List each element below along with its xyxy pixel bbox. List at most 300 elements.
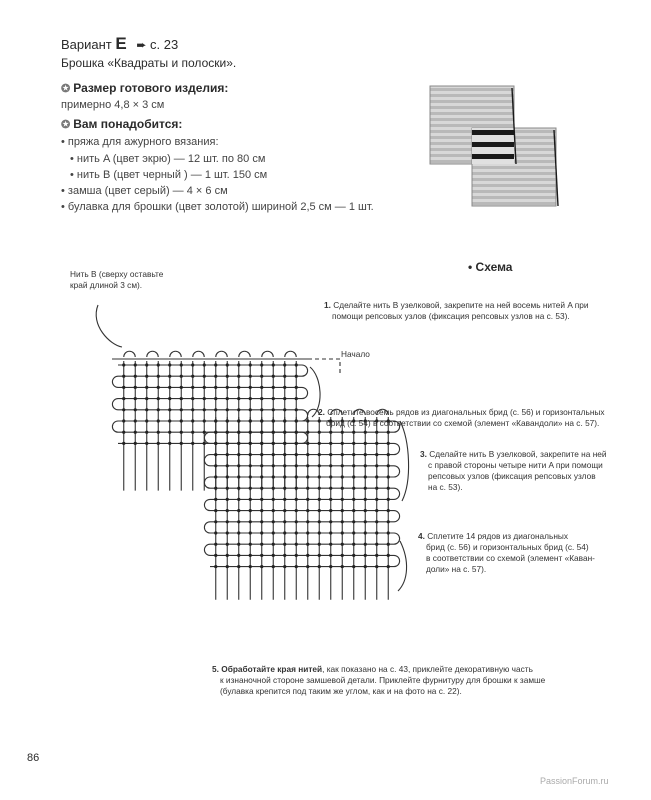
knot-dot [237, 475, 240, 478]
knot-dot [191, 397, 194, 400]
knot-dot [214, 464, 217, 467]
knot-dot [329, 475, 332, 478]
knot-dot [352, 464, 355, 467]
knot-dot [283, 375, 286, 378]
knot-dot [283, 419, 286, 422]
cord-turn [302, 387, 308, 398]
knot-dot [318, 431, 321, 434]
knot-dot [387, 453, 390, 456]
knot-dot [214, 475, 217, 478]
knot-dot [387, 498, 390, 501]
knot-dot [295, 431, 298, 434]
knot-dot [283, 543, 286, 546]
knot-dot [168, 431, 171, 434]
knot-dot [214, 431, 217, 434]
knot-dot [387, 520, 390, 523]
knot-dot [329, 487, 332, 490]
knot-dot [249, 363, 252, 366]
knot-dot [226, 531, 229, 534]
knot-dot [226, 442, 229, 445]
knot-dot [329, 565, 332, 568]
page-reference: с. 23 [150, 37, 179, 52]
knot-dot [364, 565, 367, 568]
knot-dot [387, 509, 390, 512]
knot-dot [145, 442, 148, 445]
knot-dot [249, 431, 252, 434]
knot-dot [341, 520, 344, 523]
knot-dot [329, 554, 332, 557]
material-item: • замша (цвет серый) — 4 × 6 см [61, 185, 228, 197]
knot-dot [249, 375, 252, 378]
knot-dot [249, 509, 252, 512]
knot-dot [214, 386, 217, 389]
knot-dot [329, 453, 332, 456]
knot-dot [122, 375, 125, 378]
knot-dot [272, 419, 275, 422]
knot-dot [168, 408, 171, 411]
knot-dot [352, 431, 355, 434]
knot-dot [249, 386, 252, 389]
page-number: 86 [27, 752, 40, 764]
step-5: 5. Обработайте края нитей, как показано на с. 43, приклейте декоративную часть к изнаночной стороне замшевой детали. Приклейте фурнитуру для брошки к замше (булавка крепится под таким же углом, как и на фото на с. 22). [212, 664, 546, 696]
knot-dot [249, 475, 252, 478]
knot-dot [226, 408, 229, 411]
knot-dot [260, 487, 263, 490]
top-loop [285, 351, 297, 357]
knot-dot [329, 543, 332, 546]
knot-dot [237, 363, 240, 366]
thread-b-leader [96, 305, 122, 347]
knot-dot [375, 565, 378, 568]
brooch-photo [426, 82, 560, 210]
knot-dot [272, 386, 275, 389]
knot-dot [375, 431, 378, 434]
knot-dot [375, 487, 378, 490]
knot-dot [191, 408, 194, 411]
knot-dot [214, 565, 217, 568]
knot-dot [122, 408, 125, 411]
knot-dot [237, 442, 240, 445]
knot-dot [214, 543, 217, 546]
knot-dot [306, 487, 309, 490]
knot-dot [318, 453, 321, 456]
knot-dot [134, 363, 137, 366]
knot-dot [168, 363, 171, 366]
cord-turn [204, 522, 210, 533]
knot-dot [364, 554, 367, 557]
knot-dot [364, 475, 367, 478]
knot-dot [341, 431, 344, 434]
knot-dot [295, 565, 298, 568]
material-item: • булавка для брошки (цвет золотой) шириной 2,5 см — 1 шт. [61, 201, 374, 213]
knot-dot [249, 453, 252, 456]
knot-dot [157, 431, 160, 434]
variant-letter: E [115, 34, 127, 53]
cord-turn [302, 432, 308, 443]
knot-dot [214, 531, 217, 534]
knot-dot [260, 419, 263, 422]
knot-dot [352, 487, 355, 490]
gear-bullet-icon: ✪ [61, 119, 71, 131]
knot-dot [318, 531, 321, 534]
knot-dot [260, 363, 263, 366]
knot-dot [134, 408, 137, 411]
knot-dot [214, 509, 217, 512]
knot-dot [272, 565, 275, 568]
cord-turn [394, 466, 400, 477]
material-item: • пряжа для ажурного вязания: [61, 136, 219, 148]
knot-dot [283, 554, 286, 557]
knot-dot [249, 464, 252, 467]
knot-dot [191, 431, 194, 434]
cord-turn [302, 365, 308, 376]
knot-dot [364, 464, 367, 467]
knot-dot [364, 453, 367, 456]
knot-dot [180, 442, 183, 445]
knot-dot [180, 375, 183, 378]
materials-heading: ✪ Вам понадобится: [61, 117, 183, 131]
knot-dot [203, 408, 206, 411]
knot-dot [375, 475, 378, 478]
arrow-right-icon: ➨ [136, 38, 147, 52]
knot-dot [249, 531, 252, 534]
knot-dot [122, 419, 125, 422]
knot-dot [341, 487, 344, 490]
knot-dot [203, 419, 206, 422]
knot-dot [157, 419, 160, 422]
knot-dot [214, 363, 217, 366]
knot-dot [260, 431, 263, 434]
knot-dot [249, 419, 252, 422]
knot-dot [295, 554, 298, 557]
knot-dot [387, 442, 390, 445]
knot-dot [214, 520, 217, 523]
knot-dot [237, 565, 240, 568]
top-loop [170, 351, 182, 357]
knot-dot [122, 386, 125, 389]
knot-dot [283, 363, 286, 366]
knot-dot [122, 431, 125, 434]
knot-dot [272, 554, 275, 557]
knot-dot [260, 408, 263, 411]
knot-dot [318, 498, 321, 501]
knot-dot [180, 386, 183, 389]
knot-dot [375, 453, 378, 456]
top-loop [124, 351, 136, 357]
knot-dot [318, 475, 321, 478]
knot-dot [352, 498, 355, 501]
knot-dot [134, 442, 137, 445]
leader-line [398, 541, 407, 591]
knot-dot [387, 565, 390, 568]
knot-dot [214, 442, 217, 445]
knot-dot [203, 442, 206, 445]
knot-dot [191, 419, 194, 422]
knot-dot [329, 442, 332, 445]
knot-dot [387, 554, 390, 557]
knot-dot [260, 509, 263, 512]
schema-title: • Схема [468, 260, 513, 274]
knot-dot [375, 509, 378, 512]
cord-turn [112, 376, 118, 387]
knot-dot [260, 386, 263, 389]
knot-dot [191, 386, 194, 389]
knot-dot [364, 498, 367, 501]
cord-turn [204, 455, 210, 466]
top-loop [262, 351, 274, 357]
knot-dot [134, 386, 137, 389]
knot-dot [157, 386, 160, 389]
knot-dot [364, 543, 367, 546]
variant-heading [61, 34, 178, 54]
knot-dot [157, 397, 160, 400]
knot-dot [214, 554, 217, 557]
knot-dot [260, 565, 263, 568]
knot-dot [226, 375, 229, 378]
knot-dot [249, 408, 252, 411]
knot-dot [341, 509, 344, 512]
knot-dot [295, 464, 298, 467]
knot-dot [260, 520, 263, 523]
knot-dot [226, 431, 229, 434]
knot-dot [226, 554, 229, 557]
knot-dot [295, 520, 298, 523]
knot-dot [387, 531, 390, 534]
knot-dot [329, 464, 332, 467]
knot-dot [214, 375, 217, 378]
knot-dot [145, 419, 148, 422]
knot-dot [237, 397, 240, 400]
knot-dot [283, 453, 286, 456]
knot-dot [237, 386, 240, 389]
top-loop [193, 351, 205, 357]
material-subitem: • нить B (цвет черный ) — 1 шт. 150 см [70, 169, 268, 181]
knot-dot [318, 442, 321, 445]
knot-dot [283, 509, 286, 512]
knot-dot [318, 487, 321, 490]
knot-dot [295, 509, 298, 512]
knot-dot [375, 543, 378, 546]
knot-dot [283, 442, 286, 445]
knot-dot [283, 487, 286, 490]
cord-turn [394, 443, 400, 454]
material-subitem: • нить A (цвет экрю) — 12 шт. по 80 см [70, 153, 266, 165]
cord-turn [204, 432, 210, 443]
knot-dot [134, 431, 137, 434]
knot-dot [145, 386, 148, 389]
knot-dot [249, 565, 252, 568]
knot-dot [283, 386, 286, 389]
knot-dot [283, 498, 286, 501]
knot-dot [249, 487, 252, 490]
knot-dot [295, 531, 298, 534]
knot-dot [318, 520, 321, 523]
knot-dot [168, 375, 171, 378]
step-2: 2. Сплетите восемь рядов из диагональных брид (с. 56) и горизонтальных брид (с. 54) в соответствии со схемой (элемент «Кавандоли» на с. 57). [318, 407, 605, 428]
knot-dot [375, 498, 378, 501]
knot-dot [341, 531, 344, 534]
top-loop [239, 351, 251, 357]
knot-dot [226, 386, 229, 389]
knot-dot [237, 520, 240, 523]
knot-dot [364, 442, 367, 445]
knot-dot [226, 498, 229, 501]
knot-dot [306, 475, 309, 478]
knot-dot [283, 397, 286, 400]
knot-dot [214, 408, 217, 411]
knot-dot [260, 531, 263, 534]
knot-dot [341, 442, 344, 445]
knot-dot [364, 431, 367, 434]
cord-turn [394, 488, 400, 499]
start-marker [308, 359, 340, 375]
knot-dot [272, 464, 275, 467]
knot-dot [249, 397, 252, 400]
knot-dot [306, 498, 309, 501]
knot-dot [214, 498, 217, 501]
cord-turn [394, 511, 400, 522]
thread-b-label: Нить B (сверху оставьте край длиной 3 см). [70, 269, 164, 290]
knot-dot [260, 375, 263, 378]
cord-turn [394, 555, 400, 566]
top-loop [216, 351, 228, 357]
knot-dot [352, 475, 355, 478]
knot-dot [283, 565, 286, 568]
knot-dot [352, 442, 355, 445]
knot-dot [260, 464, 263, 467]
knot-dot [352, 554, 355, 557]
cord-turn [112, 421, 118, 432]
knot-dot [375, 554, 378, 557]
knot-dot [306, 543, 309, 546]
knot-dot [237, 498, 240, 501]
knot-dot [283, 475, 286, 478]
knot-dot [168, 386, 171, 389]
knot-dot [318, 554, 321, 557]
knot-dot [260, 397, 263, 400]
knot-dot [364, 531, 367, 534]
knot-dot [387, 464, 390, 467]
knot-dot [283, 431, 286, 434]
knot-dot [295, 397, 298, 400]
gear-bullet-icon: ✪ [61, 83, 71, 95]
cord-turn [394, 533, 400, 544]
size-value: примерно 4,8 × 3 см [61, 99, 165, 111]
knot-dot [283, 531, 286, 534]
knot-dot [134, 375, 137, 378]
knot-dot [249, 498, 252, 501]
knot-dot [283, 520, 286, 523]
knot-dot [329, 498, 332, 501]
step-3: 3. Сделайте нить B узелковой, закрепите на ней с правой стороны четыре нити A при помощи репсовых узлов (фиксация репсовых узлов на с. 53). [420, 449, 607, 492]
knot-dot [272, 408, 275, 411]
knot-dot [387, 431, 390, 434]
step-1: 1. Сделайте нить B узелковой, закрепите на ней восемь нитей A при помощи репсовых узлов (фиксация репсовых узлов на с. 53). [324, 300, 589, 321]
knot-dot [306, 509, 309, 512]
knot-dot [364, 487, 367, 490]
knot-dot [341, 498, 344, 501]
knot-dot [237, 487, 240, 490]
knot-dot [260, 543, 263, 546]
knot-dot [237, 453, 240, 456]
knot-dot [134, 419, 137, 422]
knot-dot [122, 363, 125, 366]
knot-dot [295, 386, 298, 389]
knot-dot [352, 565, 355, 568]
cord-turn [112, 399, 118, 410]
knot-dot [272, 375, 275, 378]
knot-dot [352, 509, 355, 512]
knot-dot [272, 442, 275, 445]
cord-turn [204, 544, 210, 555]
knot-dot [306, 453, 309, 456]
knot-dot [272, 498, 275, 501]
knot-dot [191, 363, 194, 366]
knot-dot [203, 363, 206, 366]
knot-dot [387, 475, 390, 478]
black-stripes [472, 130, 514, 159]
variant-word: Вариант [61, 37, 112, 52]
knot-dot [203, 431, 206, 434]
knot-dot [237, 531, 240, 534]
knot-dot [168, 397, 171, 400]
knot-dot [364, 509, 367, 512]
knot-dot [295, 408, 298, 411]
knot-dot [237, 554, 240, 557]
knot-dot [249, 543, 252, 546]
knot-dot [352, 520, 355, 523]
watermark: PassionForum.ru [540, 776, 609, 786]
knot-dot [272, 531, 275, 534]
knot-dot [203, 375, 206, 378]
knot-dot [237, 464, 240, 467]
knot-dot [352, 453, 355, 456]
knot-dot [306, 554, 309, 557]
knot-dot [341, 554, 344, 557]
knot-dot [180, 397, 183, 400]
knot-dot [272, 363, 275, 366]
knot-dot [306, 565, 309, 568]
knot-dot [180, 408, 183, 411]
knot-dot [226, 464, 229, 467]
knot-dot [306, 419, 309, 422]
knot-dot [272, 520, 275, 523]
knot-dot [272, 431, 275, 434]
knot-dot [341, 464, 344, 467]
knot-dot [341, 565, 344, 568]
knot-dot [226, 475, 229, 478]
knot-dot [295, 453, 298, 456]
knot-dot [157, 375, 160, 378]
knot-dot [272, 509, 275, 512]
knot-dot [306, 520, 309, 523]
knot-dot [295, 543, 298, 546]
knot-dot [122, 397, 125, 400]
knot-dot [306, 431, 309, 434]
knot-dot [191, 442, 194, 445]
knot-dot [260, 453, 263, 456]
knot-dot [272, 475, 275, 478]
knot-dot [237, 431, 240, 434]
knot-dot [180, 431, 183, 434]
knot-dot [329, 531, 332, 534]
knot-dot [214, 453, 217, 456]
knot-dot [375, 464, 378, 467]
knot-dot [364, 520, 367, 523]
knot-dot [226, 419, 229, 422]
knot-dot [191, 375, 194, 378]
knot-dot [329, 509, 332, 512]
